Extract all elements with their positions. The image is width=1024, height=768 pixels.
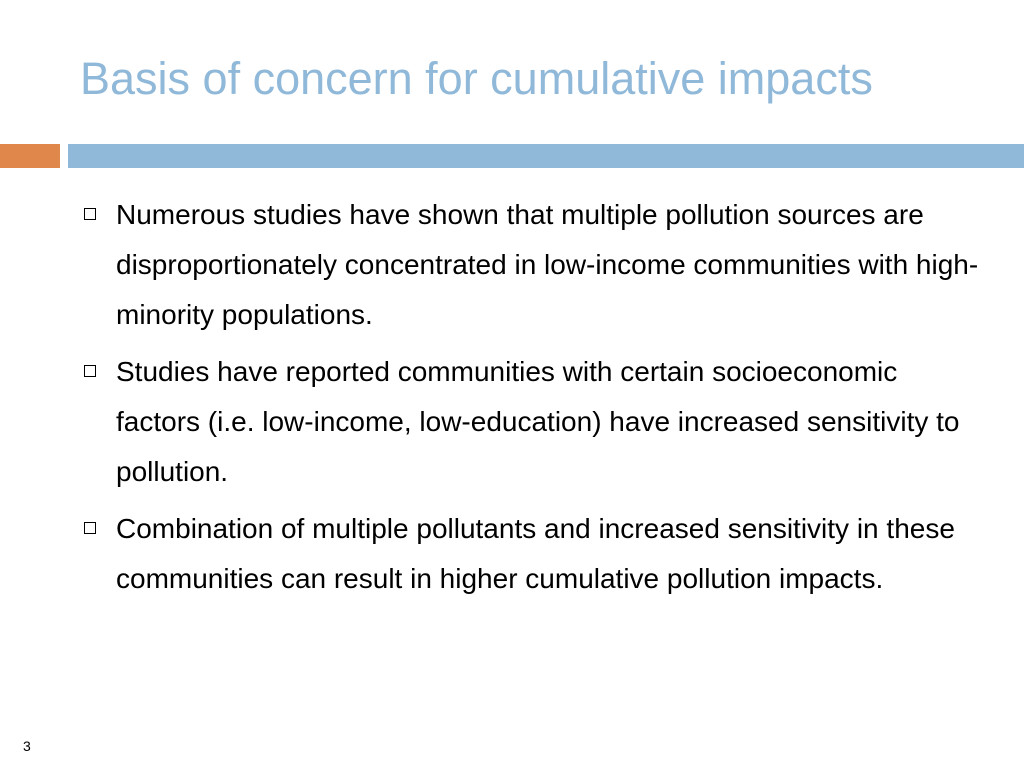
bullet-item	[80, 190, 980, 340]
square-bullet-icon	[84, 365, 96, 377]
bullet-list	[80, 190, 980, 611]
bullet-item	[80, 504, 980, 604]
orange-accent-bar	[0, 144, 60, 168]
page-number: 3	[23, 738, 31, 754]
slide-title: Basis of concern for cumulative impacts	[80, 53, 873, 104]
bullet-item	[80, 347, 980, 497]
bullet-text: Combination of multiple pollutants and increased sensitivity in these communities can result in higher cumulative pollution impacts.	[116, 513, 955, 594]
bullet-text: Numerous studies have shown that multiple pollution sources are disproportionately concentrated in low-income communities with high-minority populations.	[116, 199, 979, 330]
bullet-text: Studies have reported communities with certain socioeconomic factors (i.e. low-income, low-education) have increased sensitivity to pollution.	[116, 356, 960, 487]
blue-title-bar	[68, 144, 1024, 168]
square-bullet-icon	[84, 208, 96, 220]
square-bullet-icon	[84, 522, 96, 534]
